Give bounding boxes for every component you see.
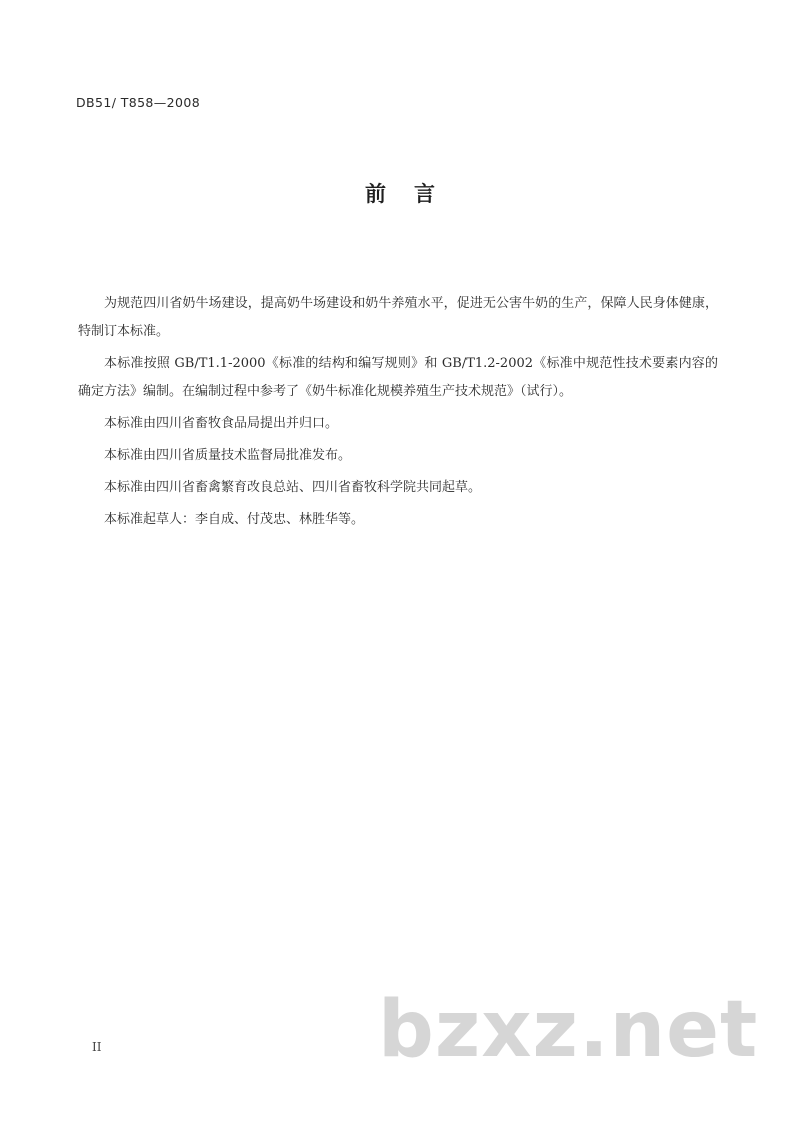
- page-title: 前言: [365, 182, 463, 206]
- page-number: II: [92, 1040, 102, 1054]
- paragraph: 本标准由四川省质量技术监督局批准发布。: [104, 448, 352, 463]
- paragraph: 本标准由四川省畜牧食品局提出并归口。: [104, 416, 339, 431]
- paragraph: 本标准按照 GB/T1.1-2000《标准的结构和编写规则》和 GB/T1.2-2002《标准中规范性技术要素内容的确定方法》编制。在编制过程中参考了《奶牛标准化规模养殖生产技术规范》（试行）。: [78, 356, 718, 399]
- document-code: DB51/ T858—2008: [76, 95, 201, 110]
- paragraph: 为规范四川省奶牛场建设，提高奶牛场建设和奶牛养殖水平，促进无公害牛奶的生产，保障人民身体健康，特制订本标准。: [78, 296, 718, 339]
- watermark: bzxz.net: [378, 985, 759, 1075]
- paragraph: 本标准由四川省畜禽繁育改良总站、四川省畜牧科学院共同起草。: [104, 480, 482, 495]
- paragraph: 本标准起草人：李自成、付茂忠、林胜华等。: [104, 512, 365, 527]
- foreword-body: [78, 290, 718, 538]
